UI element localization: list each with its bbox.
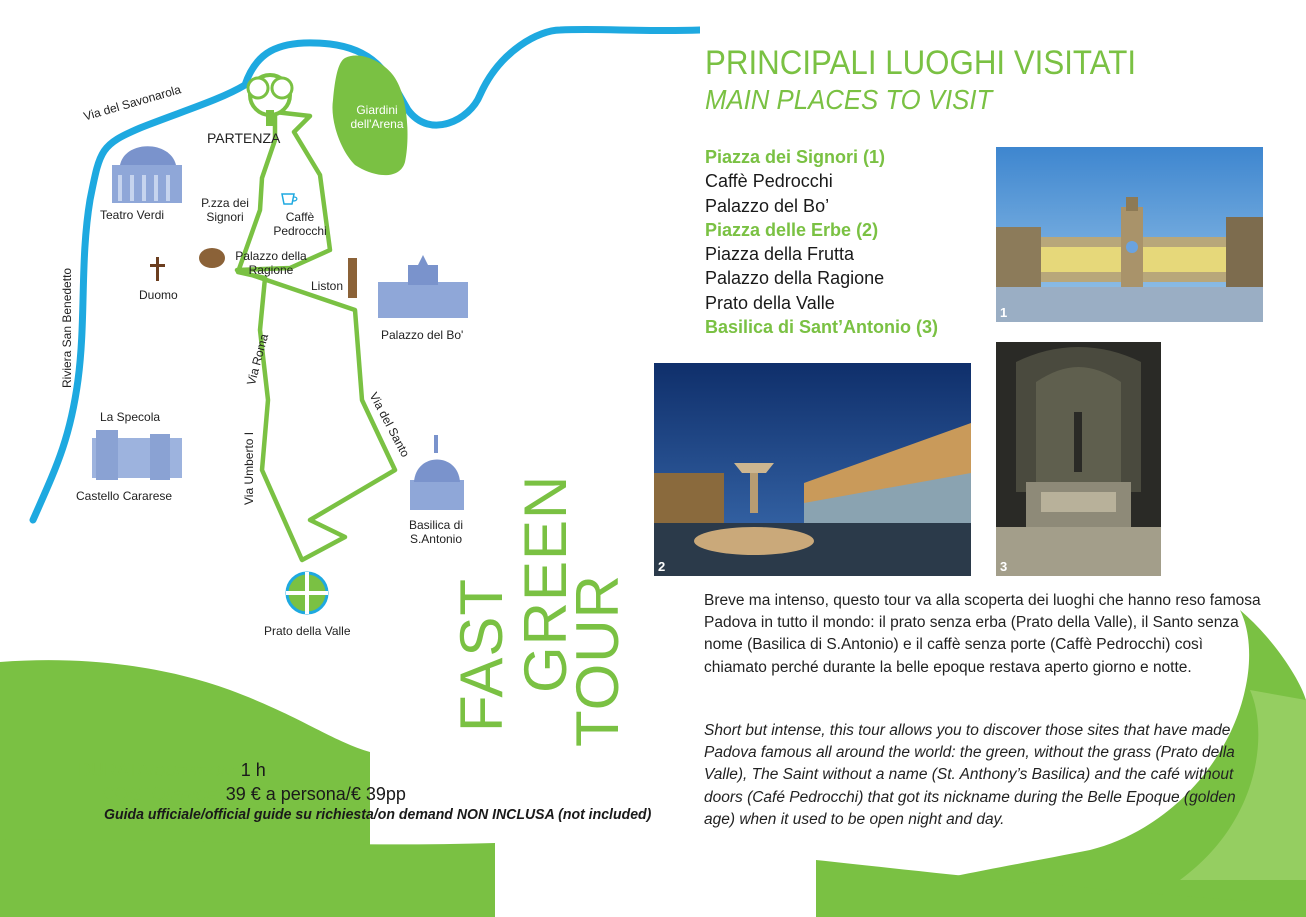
palazzo-ragione-label: Palazzo della Ragione [235,249,307,277]
description-italian: Breve ma intenso, questo tour va alla scoperta dei luoghi che hanno reso famosa Padova in tutto il mondo: il prato senza erba (Prato della Valle), il Santo senza nome (Basilica di S.Antonio) e il caffè senza porte (Caffè Pedrocchi) così chiamato perché durante la belle epoque restava aperto giorno e notte. [704,592,1261,676]
duomo-label: Duomo [139,288,178,302]
cost-value: 39 € a persona/€ 39pp [225,784,406,804]
photo-piazza-erbe [654,363,971,576]
palazzo-ragione-icon [199,248,225,268]
via-santo-label: Via del Santo [366,390,413,460]
piazza-signori-label: P.zza dei Signori [201,196,249,224]
place-item: Basilica di Sant’Antonio (3) [705,317,939,338]
duration-value: 1 h [240,760,266,780]
giardini-label: Giardini dell'Arena [350,103,404,131]
description-english: Short but intense, this tour allows you to discover those sites that have made Padova famous all around the world: the green, without the grass (Prato della Valle), The Saint without a name (St. Anthony’s Basilica) and the café without doors (Café Pedrocchi) that got its nickname during the Belle Epoque (golden age) when it used to be open night and day. [704,722,1236,828]
tour-title-fast: FAST [448,577,515,732]
prato-label: Prato della Valle [264,624,351,638]
via-roma-label: Via Roma [244,332,272,387]
teatro-verdi-building-icon [112,146,182,203]
prato-della-valle-icon [286,572,328,614]
guide-note: Guida ufficiale/official guide su richiesta/on demand NON INCLUSA (not included) [104,806,652,823]
teatro-verdi-label: Teatro Verdi [100,208,165,222]
place-item: Palazzo del Bo’ [705,195,830,216]
la-specola-label: La Specola [100,410,161,424]
place-item: Caffè Pedrocchi [705,171,833,192]
photo-number: 3 [1000,559,1008,574]
place-item: Piazza dei Signori (1) [705,147,886,167]
cost-line [102,784,406,805]
basilica-label: Basilica di S.Antonio [408,518,464,546]
cross-icon [150,257,165,281]
liston-icon [348,258,357,298]
palazzo-bo-label: Palazzo del Bo' [381,328,464,342]
tour-title-tour: TOUR [564,574,631,747]
place-item: Prato della Valle [705,292,835,313]
duration-label-en: DURATION: [154,763,236,780]
start-label: PARTENZA [207,130,281,146]
photo-number: 1 [1000,305,1008,320]
via-umberto-label: Via Umberto I [242,431,256,505]
duration-line [78,760,266,781]
castle-icon [92,430,182,480]
photo-number: 2 [658,559,666,574]
coffee-cup-icon [282,194,297,204]
photo-basilica-interior [996,342,1161,576]
street-savonarola-label: Via del Savonarola [82,82,183,124]
heading-english: MAIN PLACES TO VISIT [705,84,993,115]
place-item: Palazzo della Ragione [705,268,885,289]
place-item: Piazza delle Erbe (2) [705,219,879,240]
cost-label: COSTO/ [102,784,171,804]
palazzo-bo-building-icon [378,255,468,318]
basilica-building-icon [410,435,464,510]
tour-title-green: GREEN [512,474,579,693]
heading-italian: PRINCIPALI LUOGHI VISITATI [705,44,1137,82]
place-item: Piazza della Frutta [705,244,855,265]
tour-map [0,0,700,660]
duration-label: DURATA/ [78,760,155,780]
caffe-pedrocchi-label: Caffè Pedrocchi [273,210,327,238]
photo-piazza-signori [996,147,1263,322]
liston-label: Liston [311,279,344,293]
castello-label: Castello Cararese [76,489,173,503]
street-san-benedetto-label: Riviera San Benedetto [60,267,74,388]
cost-label-en: PRICE: [170,787,221,804]
places-list [705,145,938,339]
left-lower-wave [0,840,495,917]
tree-icon [248,75,292,126]
